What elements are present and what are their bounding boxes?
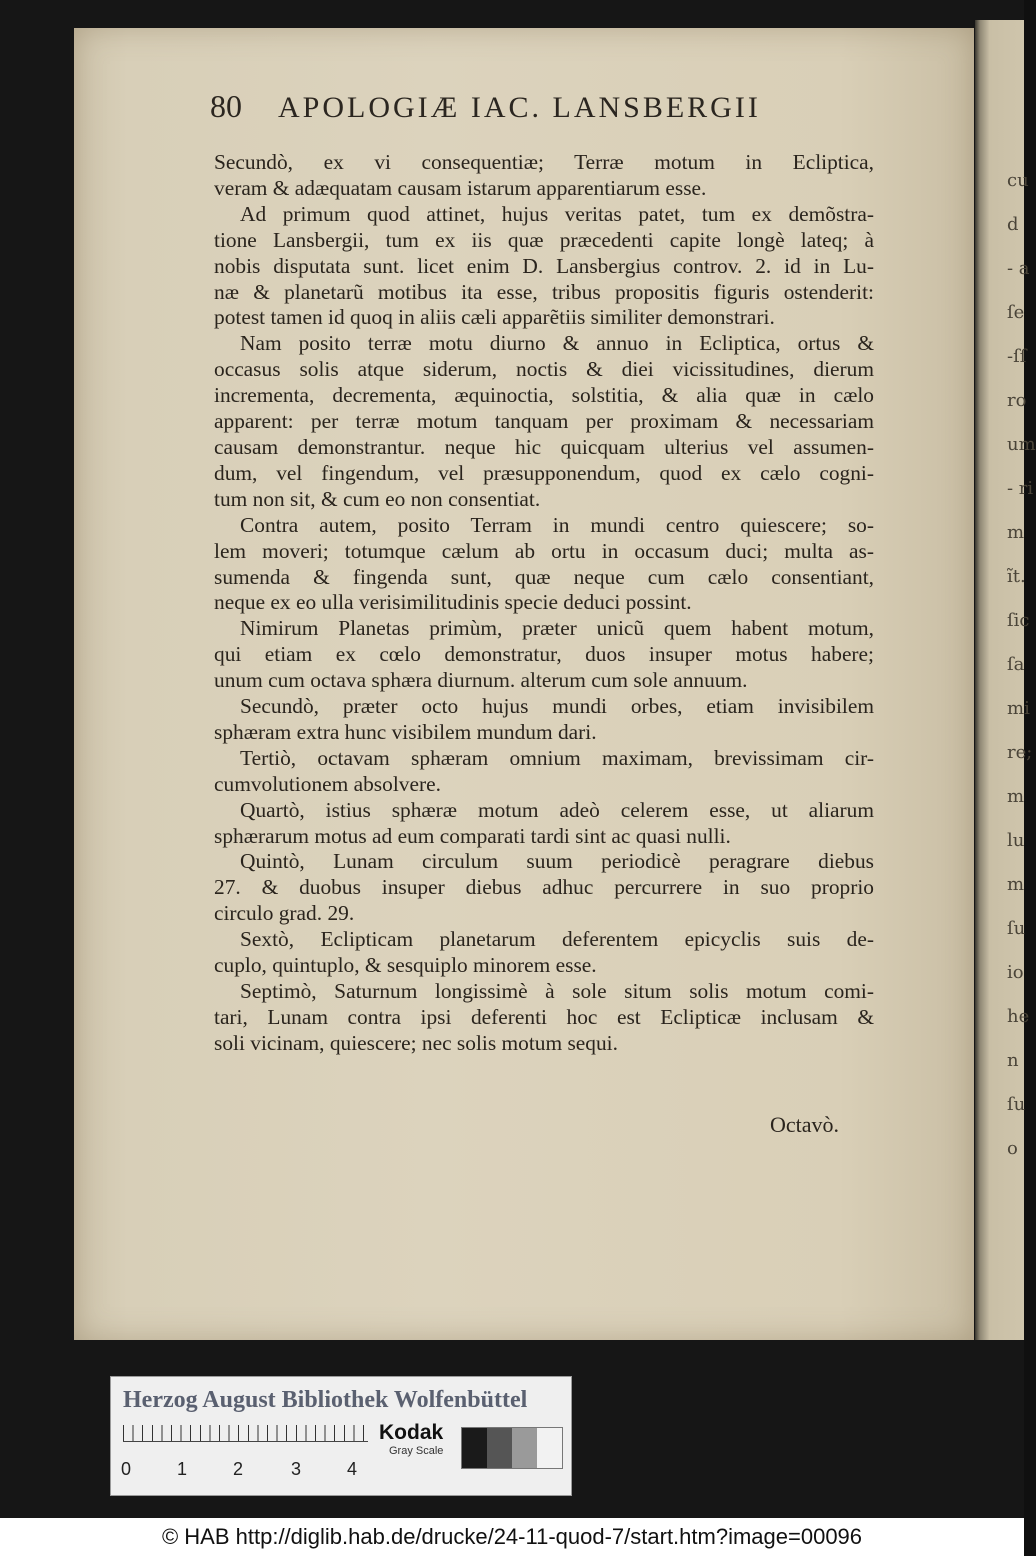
next-page-fragment: io [1007,962,1024,983]
text-line: nobis disputata sunt. licet enim D. Lansbergius controv. 2. id in Lu- [214,253,874,278]
text-line: tari, Lunam contra ipsi deferenti hoc est Eclipticæ inclusam & [214,1004,874,1029]
gray-scale-label: Gray Scale [389,1445,444,1457]
next-page-fragment: mi [1007,698,1030,719]
next-page-fragment: he [1007,1006,1030,1027]
text-line: Nam posito terræ motu diurno & annuo in Ecliptica, ortus & [240,331,874,356]
next-page-fragment: m [1007,522,1025,543]
copyright-footer: © HAB http://diglib.hab.de/drucke/24-11-quod-7/start.htm?image=00096 [0,1518,1024,1556]
text-line: cuplo, quintuplo, & sesquiplo minorem esse. [214,953,597,978]
next-page-fragment: o [1007,1138,1018,1159]
text-line: sphæram extra hunc visibilem mundum dari. [214,719,597,744]
next-page-fragment: ſic [1007,610,1030,631]
text-line: potest tamen id quoq in aliis cæli apparẽtiis similiter demonstrari. [214,305,775,330]
running-head: APOLOGIÆ IAC. LANSBERGII [278,91,761,124]
ruler-number: 1 [177,1459,188,1479]
text-line: apparent: per terræ motum tanquam per proximam & necessariam [214,409,874,434]
gray-patch [462,1428,487,1468]
next-page-fragment: ſe [1007,302,1025,323]
text-line: Quintò, Lunam circulum suum periodicè peragrare diebus [240,849,874,874]
text-line: Quartò, istius sphæræ motum adeò celerem esse, ut aliarum [240,797,874,822]
next-page-fragment: cu [1007,170,1029,191]
gray-patch [537,1428,562,1468]
text-line: Tertiò, octavam sphæram omnium maximam, brevissimam cir- [240,745,874,770]
next-page-fragment: ſu [1007,918,1026,939]
library-name: Herzog August Bibliothek Wolfenbüttel [123,1387,528,1413]
text-line: lem moveri; totumque cælum ab ortu in occasum duci; multa as- [214,538,874,563]
text-line: Ad primum quod attinet, hujus veritas patet, tum ex demõstra- [240,201,874,226]
text-line: qui etiam ex cœlo demonstratur, duos insuper motus habere; [214,642,874,667]
ruler-number: 4 [347,1459,358,1479]
gray-patch [512,1428,537,1468]
next-page-fragment: ro [1007,390,1027,411]
text-line: Secundò, ex vi consequentiæ; Terræ motum in Ecliptica, [214,150,874,174]
gray-patch [487,1428,512,1468]
next-page-fragment: m [1007,874,1025,895]
ruler-number: 3 [291,1459,302,1479]
next-page-fragment: d [1007,214,1019,235]
next-page-fragment: lu [1007,830,1025,851]
next-page-fragment: m [1007,786,1025,807]
text-line: Secundò, præter octo hujus mundi orbes, etiam invisibilem [240,694,874,719]
text-line: veram & adæquatam causam istarum apparentiarum esse. [214,175,707,200]
text-line: occasus solis atque siderum, noctis & diei vicissitudines, dierum [214,357,874,382]
next-page-fragment: ĩt. [1007,566,1026,587]
ruler-scale [123,1425,368,1442]
text-line: Nimirum Planetas primùm, præter unicũ quem habent motum, [240,616,874,641]
text-line: neque ex eo ulla verisimilitudinis specie deduci possint. [214,590,692,615]
text-line: dum, vel fingendum, vel præsupponendum, quod ex cælo cogni- [214,460,874,485]
next-page-edge [975,20,1036,1340]
next-page-fragment: ſa [1007,654,1025,675]
catchword: Octavò. [770,1112,840,1137]
text-line: Septimò, Saturnum longissimè à sole situm solis motum comi- [240,979,874,1003]
next-page-fragment: ſu [1007,1094,1026,1115]
gray-scale-patches [461,1427,563,1469]
text-line: tum non sit, & cum eo non consentiat. [214,486,541,511]
text-line: Sextò, Eclipticam planetarum deferentem epicyclis suis de- [240,927,874,952]
text-line: sphærarum motus ad eum comparati tardi sint ac quasi nulli. [214,823,731,848]
text-line: cumvolutionem absolvere. [214,771,441,796]
page-number: 80 [210,88,242,124]
next-page-fragment: - a [1007,258,1030,279]
text-line: unum cum octava sphæra diurnum. alterum cum sole annuum. [214,668,748,693]
next-page-fragment: re; [1007,742,1033,763]
next-page-fragment: - ri [1007,478,1034,499]
text-line: causam demonstrantur. neque hic quicquam ulterius vel assumen- [214,434,874,459]
ruler-number: 2 [233,1459,244,1479]
page-header [210,88,870,148]
text-line: sumenda & fingenda sunt, quæ neque cum cælo consentiant, [214,564,874,589]
next-page-fragment: um [1007,434,1036,455]
text-line: incrementa, decrementa, æquinoctia, solstitia, & alia quæ in cælo [214,383,874,408]
next-page-fragment: n [1007,1050,1019,1071]
text-line: soli vicinam, quiescere; nec solis motum sequi. [214,1030,618,1055]
next-page-fragment: -ſſ [1007,346,1027,367]
text-line: 27. & duobus insuper diebus adhuc percurrere in suo proprio [214,875,874,900]
kodak-logo: Kodak [379,1421,444,1444]
text-line: tione Lansbergii, tum ex iis quæ præcedenti capite longè lateq; à [214,227,874,252]
ruler-number: 0 [121,1459,132,1479]
color-calibration-card [110,1376,572,1496]
text-line: næ & planetarũ motibus ita esse, tribus propositis figuris ostenderit: [214,279,874,304]
body-text [214,150,874,1057]
text-line: circulo grad. 29. [214,901,355,926]
text-line: Contra autem, posito Terram in mundi centro quiescere; so- [240,512,874,537]
